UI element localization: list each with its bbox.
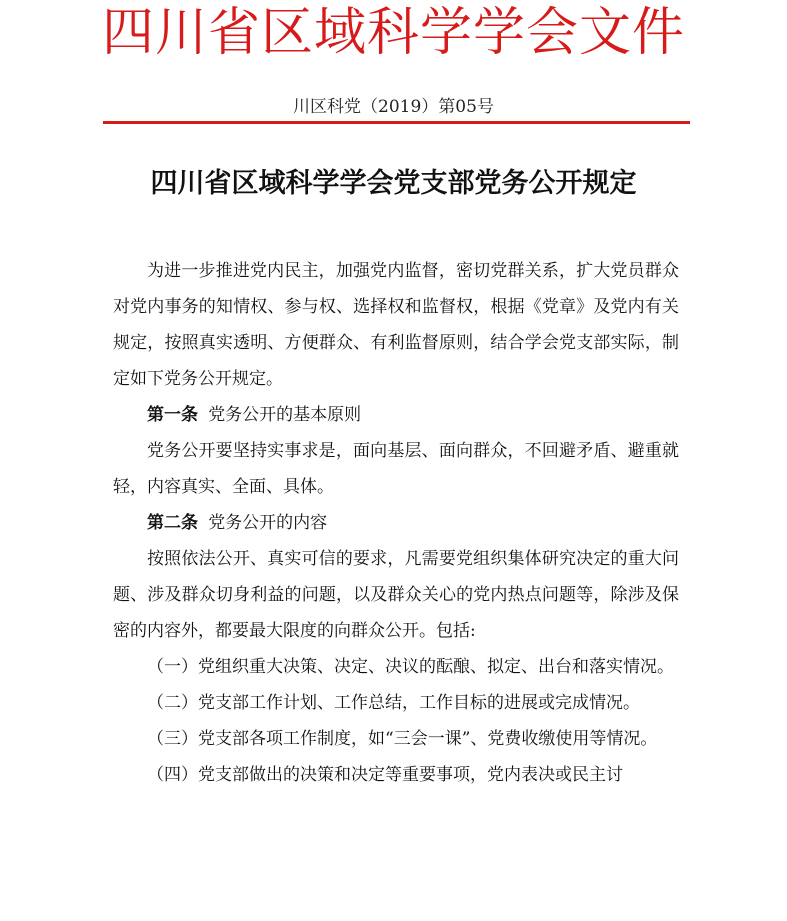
article-2-label: 第二条 bbox=[147, 513, 198, 533]
list-item: （一）党组织重大决策、决定、决议的酝酿、拟定、出台和落实情况。 bbox=[147, 657, 674, 677]
article-1-title: 党务公开的基本原则 bbox=[208, 405, 362, 425]
red-divider-line bbox=[103, 121, 690, 124]
article-2-heading-line bbox=[113, 505, 679, 541]
document-number: 川区科党（2019）第05号 bbox=[293, 97, 494, 117]
intro-paragraph: 为进一步推进党内民主，加强党内监督，密切党群关系，扩大党员群众对党内事务的知情权、参与权、选择权和监督权，根据《党章》及党内有关规定，按照真实透明、方便群众、有利监督原则，结合学会党支部实际，制定如下党务公开规定。 bbox=[113, 261, 679, 389]
article-1-label: 第一条 bbox=[147, 405, 198, 425]
list-item: （二）党支部工作计划、工作总结，工作目标的进展或完成情况。 bbox=[147, 693, 640, 713]
list-item: （三）党支部各项工作制度，如“三会一课”、党费收缴使用等情况。 bbox=[147, 729, 658, 749]
article-2-title: 党务公开的内容 bbox=[208, 513, 328, 533]
document-title: 四川省区域科学学会党支部党务公开规定 bbox=[150, 168, 637, 199]
article-2-body: 按照依法公开、真实可信的要求，凡需要党组织集体研究决定的重大问题、涉及群众切身利益的问题，以及群众关心的党内热点问题等，除涉及保密的内容外，都要最大限度的向群众公开。包括: bbox=[113, 549, 679, 641]
list-item: （四）党支部做出的决策和决定等重要事项，党内表决或民主讨 bbox=[147, 765, 623, 785]
article-1-heading-line bbox=[113, 397, 679, 433]
document-body bbox=[113, 253, 679, 793]
article-1-body: 党务公开要坚持实事求是，面向基层、面向群众，不回避矛盾、避重就轻，内容真实、全面、具体。 bbox=[113, 441, 679, 497]
red-header-title: 四川省区域科学学会文件 bbox=[101, 3, 685, 63]
